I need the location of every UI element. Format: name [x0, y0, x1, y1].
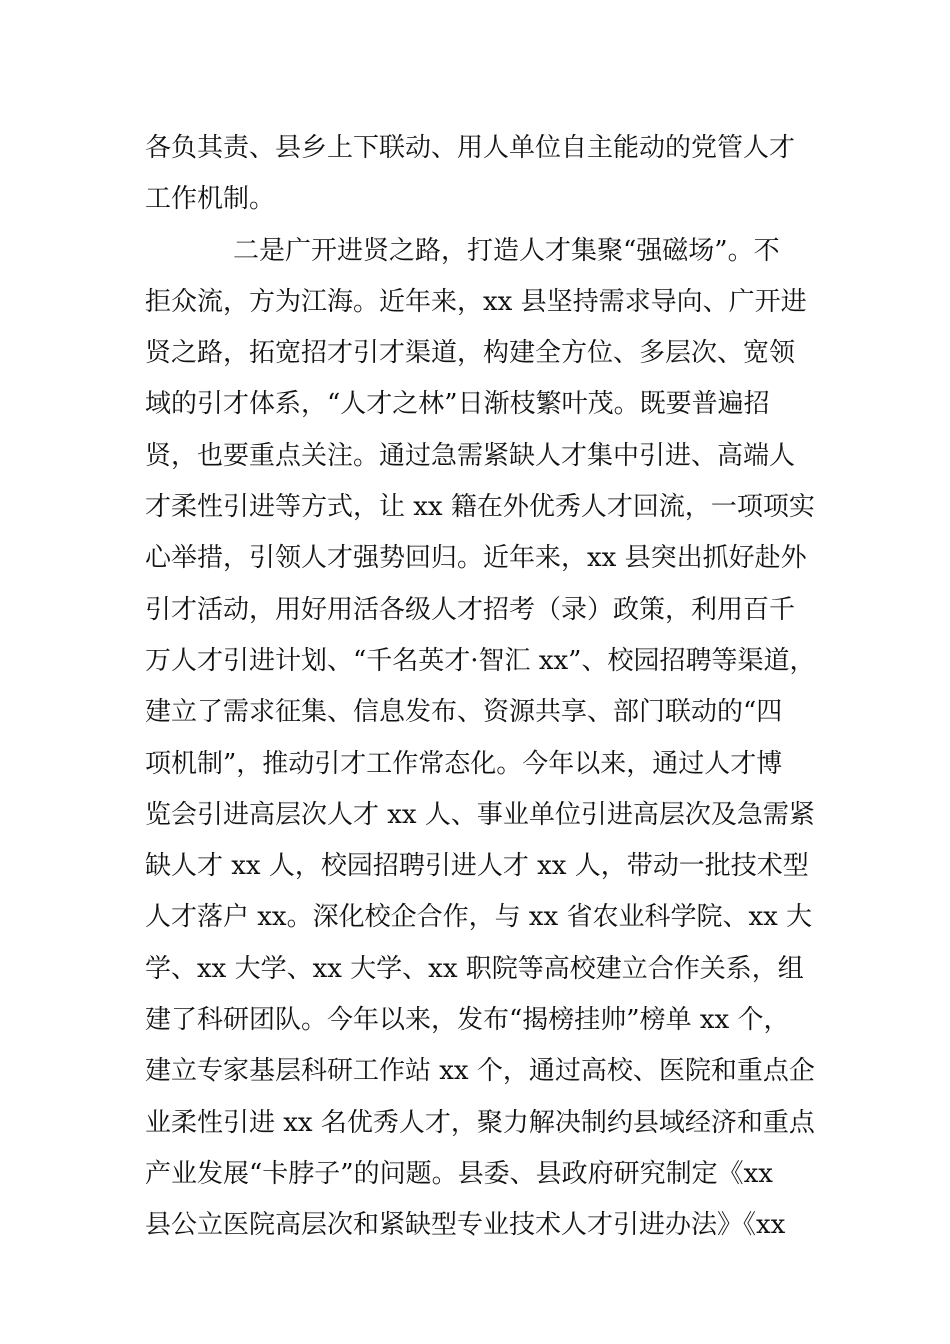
text-line: 各负其责、县乡上下联动、用人单位自主能动的党管人才: [145, 133, 796, 163]
text-line: 建立专家基层科研工作站 xx 个，通过高校、医院和重点企: [145, 1056, 815, 1087]
text-line: 贤之路，拓宽招才引才渠道，构建全方位、多层次、宽领: [145, 338, 796, 369]
text-line: 贤，也要重点关注。通过急需紧缺人才集中引进、高端人: [145, 440, 796, 471]
text-line: 项机制”，推动引才工作常态化。今年以来，通过人才博: [145, 748, 783, 779]
text-line: 建立了需求征集、信息发布、资源共享、部门联动的“四: [145, 697, 783, 728]
text-line: 引才活动，用好用活各级人才招考（录）政策，利用百千: [145, 594, 796, 625]
text-line: 心举措，引领人才强势回归。近年来，xx 县突出抓好赴外: [145, 543, 807, 574]
text-line: 业柔性引进 xx 名优秀人才，聚力解决制约县域经济和重点: [145, 1107, 815, 1138]
text-line: 县公立医院高层次和紧缺型专业技术人才引进办法》《xx: [145, 1210, 786, 1241]
text-line: 工作机制。: [145, 184, 276, 215]
paragraph-first-line: 二是广开进贤之路，打造人才集聚“强磁场”。不: [233, 235, 780, 266]
text-line: 才柔性引进等方式，让 xx 籍在外优秀人才回流，一项项实: [145, 492, 815, 523]
text-line: 览会引进高层次人才 xx 人、事业单位引进高层次及急需紧: [145, 799, 815, 830]
text-line: 建了科研团队。今年以来，发布“揭榜挂帅”榜单 xx 个，: [145, 1005, 790, 1036]
text-line: 学、xx 大学、xx 大学、xx 职院等高校建立合作关系，组: [145, 953, 804, 984]
text-line: 拒众流，方为江海。近年来，xx 县坚持需求导向、广开进: [145, 286, 807, 317]
text-line: 人才落户 xx。深化校企合作，与 xx 省农业科学院、xx 大: [145, 902, 813, 933]
text-line: 域的引才体系，“人才之林”日渐枝繁叶茂。既要普遍招: [145, 389, 770, 420]
body-text: [145, 123, 825, 1252]
text-line: 万人才引进计划、“千名英才·智汇 xx”、校园招聘等渠道，: [145, 645, 816, 676]
text-line: 缺人才 xx 人，校园招聘引进人才 xx 人，带动一批技术型: [145, 851, 809, 882]
text-line: 产业发展“卡脖子”的问题。县委、县政府研究制定《xx: [145, 1158, 773, 1189]
